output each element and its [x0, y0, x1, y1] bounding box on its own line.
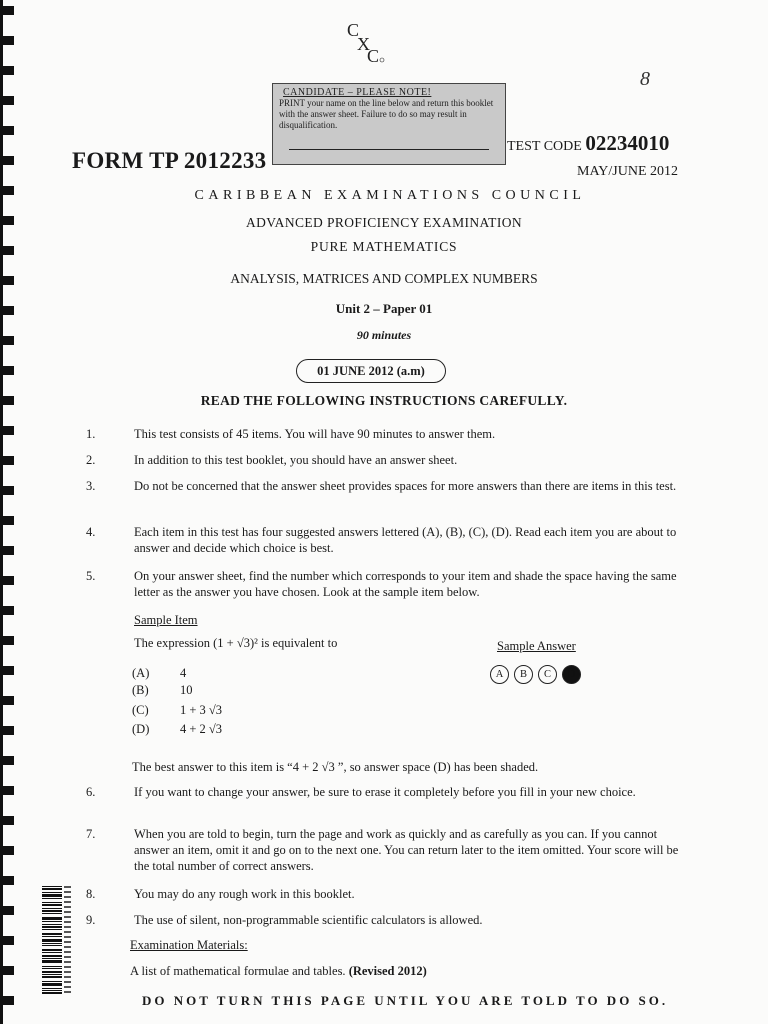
- barcode-bar: [42, 990, 62, 991]
- instruction-number: 4.: [86, 525, 96, 539]
- sample-option: [132, 703, 222, 718]
- instruction-text: Do not be concerned that the answer sheet provides spaces for more answers than there are items in this test.: [134, 479, 677, 493]
- barcode-bar: [42, 924, 62, 925]
- binding-hole: [0, 876, 14, 885]
- binding-hole: [0, 786, 14, 795]
- binding-hole: [0, 576, 14, 585]
- binding-hole: [0, 936, 14, 945]
- barcode-bar: [42, 968, 62, 969]
- council-name: CARIBBEAN EXAMINATIONS COUNCIL: [194, 188, 586, 203]
- barcode-bar: [42, 913, 62, 914]
- instruction-number: 6.: [86, 785, 96, 799]
- binding-hole: [0, 516, 14, 525]
- barcode-bar: [42, 976, 62, 978]
- barcode-bar: [42, 971, 62, 973]
- barcode-bar: [42, 902, 62, 903]
- option-label: (A): [132, 666, 150, 680]
- barcode-bar: [42, 936, 62, 937]
- sample-item-label: Sample Item: [134, 613, 198, 627]
- instruction-text: On your answer sheet, find the number which corresponds to your item and shade the space having the same letter as the answer you have chosen. Look at the sample item below.: [134, 569, 677, 599]
- binding-hole: [0, 906, 14, 915]
- barcode-bar: [42, 910, 62, 912]
- instruction-text: If you want to change your answer, be sure to erase it completely before you fill in your new choice.: [134, 785, 636, 799]
- materials-revised: (Revised 2012): [348, 964, 427, 978]
- instruction-text: When you are told to begin, turn the page and work as quickly and as carefully as you can. If you cannot answer an item, omit it and go on to the next one. You can return later to the item omitted. Your score will be the total number of correct answers.: [134, 827, 679, 873]
- binding-hole: [0, 486, 14, 495]
- option-value: 10: [180, 683, 193, 697]
- barcode-bar: [42, 929, 62, 930]
- best-answer-explanation: The best answer to this item is “4 + 2 √3 ”, so answer space (D) has been shaded.: [132, 760, 539, 774]
- instruction-text: You may do any rough work in this booklet.: [134, 887, 355, 901]
- svg-text:C: C: [347, 20, 360, 40]
- barcode: [42, 886, 62, 998]
- binding-hole: [0, 666, 14, 675]
- binding-hole: [0, 456, 14, 465]
- option-value: 4: [180, 666, 187, 680]
- barcode-number: [64, 886, 71, 996]
- barcode-bar: [42, 888, 62, 890]
- barcode-bar: [42, 983, 62, 986]
- sample-answer-label: Sample Answer: [497, 639, 576, 653]
- barcode-bar: [42, 939, 62, 942]
- handwritten-mark: 8: [640, 68, 650, 90]
- form-number: FORM TP 2012233: [72, 148, 267, 173]
- exam-date: 01 JUNE 2012 (a.m): [296, 359, 446, 383]
- binding-hole: [0, 846, 14, 855]
- binding-rail: [0, 0, 3, 1024]
- sample-option: [132, 666, 186, 681]
- binding-hole: [0, 66, 14, 75]
- sample-option: [132, 683, 193, 698]
- barcode-bar: [42, 917, 62, 920]
- binding-hole: [0, 96, 14, 105]
- binding-hole: [0, 36, 14, 45]
- svg-text:X: X: [357, 34, 370, 54]
- svg-text:C: C: [367, 46, 380, 64]
- instruction-text: In addition to this test booklet, you should have an answer sheet.: [134, 453, 458, 467]
- option-label: (B): [132, 683, 149, 697]
- spiral-binding-marks: [0, 0, 40, 1024]
- materials-text: [130, 964, 427, 979]
- barcode-bar: [42, 908, 62, 909]
- option-value: 4 + 2 √3: [180, 722, 223, 736]
- instruction-number: 8.: [86, 887, 96, 901]
- candidate-note-title: CANDIDATE – PLEASE NOTE!: [283, 87, 432, 98]
- instruction-number: 1.: [86, 427, 96, 441]
- binding-hole: [0, 816, 14, 825]
- instruction-number: 9.: [86, 913, 96, 927]
- answer-bubble-b: B: [514, 665, 533, 684]
- subject-name: PURE MATHEMATICS: [310, 239, 458, 254]
- binding-hole: [0, 756, 14, 765]
- barcode-bar: [42, 886, 62, 887]
- barcode-bar: [42, 926, 62, 928]
- exam-session: MAY/JUNE 2012: [577, 164, 678, 179]
- option-label: (C): [132, 703, 149, 717]
- materials-description: A list of mathematical formulae and tables.: [130, 964, 346, 978]
- barcode-bar: [42, 960, 62, 963]
- barcode-bar: [42, 966, 62, 967]
- option-label: (D): [132, 722, 150, 736]
- answer-bubble-a: A: [490, 665, 509, 684]
- barcode-bar: [42, 952, 62, 953]
- test-code-value: 02234010: [585, 131, 670, 155]
- cxc-logo: [345, 18, 385, 64]
- answer-bubble-c: C: [538, 665, 557, 684]
- exam-name: ADVANCED PROFICIENCY EXAMINATION: [245, 215, 523, 230]
- unit-paper: Unit 2 – Paper 01: [335, 301, 433, 316]
- answer-bubble-d-shaded: D: [562, 665, 581, 684]
- barcode-bar: [42, 945, 62, 946]
- barcode-bar: [42, 904, 62, 906]
- barcode-bar: [42, 921, 62, 922]
- candidate-note-body: PRINT your name on the line below and return this booklet with the answer sheet. Failure to do so may result in disqualification.: [279, 98, 494, 130]
- instruction-text: This test consists of 45 items. You will have 90 minutes to answer them.: [134, 427, 496, 441]
- barcode-bar: [42, 992, 62, 994]
- barcode-bar: [42, 949, 62, 951]
- binding-hole: [0, 6, 14, 15]
- barcode-bar: [42, 974, 62, 975]
- binding-hole: [0, 966, 14, 975]
- instruction-number: 5.: [86, 569, 96, 583]
- sample-question: The expression (1 + √3)² is equivalent to: [134, 636, 338, 650]
- paper-title: ANALYSIS, MATRICES AND COMPLEX NUMBERS: [230, 271, 538, 286]
- barcode-bar: [42, 898, 62, 899]
- footer-warning: DO NOT TURN THIS PAGE UNTIL YOU ARE TOLD TO DO SO.: [142, 993, 669, 1008]
- barcode-bar: [42, 892, 62, 893]
- binding-hole: [0, 156, 14, 165]
- instruction-text: The use of silent, non-programmable scientific calculators is allowed.: [134, 913, 483, 927]
- binding-hole: [0, 546, 14, 555]
- candidate-name-line: [289, 149, 489, 150]
- instruction-number: 2.: [86, 453, 96, 467]
- binding-hole: [0, 126, 14, 135]
- binding-hole: [0, 696, 14, 705]
- binding-hole: [0, 366, 14, 375]
- barcode-bar: [42, 933, 62, 935]
- binding-hole: [0, 426, 14, 435]
- binding-hole: [0, 726, 14, 735]
- barcode-bar: [42, 894, 62, 897]
- binding-hole: [0, 606, 14, 615]
- barcode-bar: [42, 981, 62, 982]
- instructions-heading: READ THE FOLLOWING INSTRUCTIONS CAREFULLY.: [200, 393, 568, 408]
- instruction-number: 7.: [86, 827, 96, 841]
- instruction-text: Each item in this test has four suggested answers lettered (A), (B), (C), (D). Read each item you are about to answer and decide which choice is best.: [134, 525, 677, 555]
- barcode-bar: [42, 955, 62, 957]
- exam-duration: 90 minutes: [356, 328, 412, 342]
- barcode-bar: [42, 988, 62, 989]
- sample-answer-bubbles: [490, 665, 581, 684]
- cxc-logo-mark: [345, 18, 385, 64]
- barcode-bar: [42, 958, 62, 959]
- test-code-block: [507, 131, 669, 156]
- sample-option: [132, 722, 222, 737]
- binding-hole: [0, 996, 14, 1005]
- barcode-bar: [42, 943, 62, 944]
- materials-label: Examination Materials:: [130, 938, 248, 952]
- binding-hole: [0, 636, 14, 645]
- test-code-label: TEST CODE: [507, 139, 582, 154]
- option-value: 1 + 3 √3: [180, 703, 223, 717]
- instruction-number: 3.: [86, 479, 96, 493]
- candidate-note-box: [272, 83, 506, 165]
